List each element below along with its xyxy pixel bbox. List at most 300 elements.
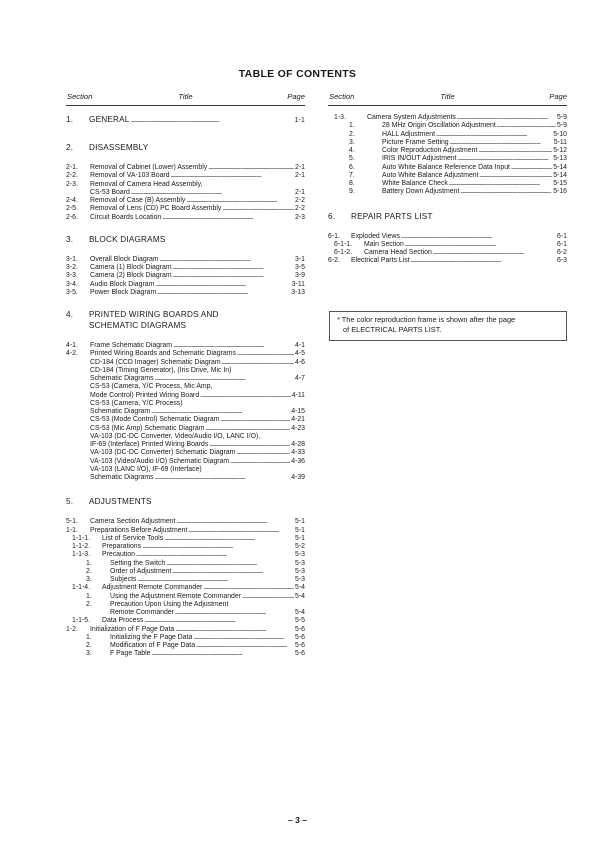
entry-page: 4-1 bbox=[295, 342, 305, 349]
repair-parts-entries bbox=[328, 233, 567, 266]
toc-entry[interactable] bbox=[66, 214, 305, 222]
entry-title: VA-103 (Video/Audio I/O) Schematic Diagram bbox=[90, 457, 230, 465]
dot-leader bbox=[478, 147, 552, 155]
dot-leader bbox=[131, 189, 294, 197]
entry-title: Main Section bbox=[364, 240, 404, 248]
entry-page: 4-28 bbox=[291, 441, 305, 448]
chapter-title: ADJUSTMENTS bbox=[89, 497, 152, 507]
entry-title: CD-184 (CCD Imager) Schematic Diagram bbox=[90, 358, 221, 366]
entry-number: 3. bbox=[86, 650, 92, 658]
toc-entry[interactable] bbox=[66, 527, 305, 535]
toc-entry[interactable] bbox=[66, 350, 305, 358]
dot-leader: . . . . . . . . . . . . . . . . . . . . . . . . . . . . . . . . . . . . . . . . . . . . . . . . . . . . . . . . . . . . . . . . . . . . . . . . . . . . . . . . . . . . . . bbox=[130, 117, 219, 124]
entry-title: Initializing the F Page Data bbox=[110, 633, 193, 641]
entry-title: Order of Adjustment bbox=[110, 567, 172, 575]
chapter-block-diagrams[interactable] bbox=[66, 234, 305, 245]
dot-leader bbox=[157, 289, 290, 297]
entry-page: 2-2 bbox=[295, 197, 305, 204]
entry-page: 4-21 bbox=[291, 416, 305, 424]
entry-title: Camera (2) Block Diagram bbox=[90, 272, 172, 280]
toc-entry[interactable] bbox=[66, 416, 305, 424]
adjustment-entries bbox=[66, 518, 305, 658]
dot-leader bbox=[206, 425, 291, 433]
chapter-general[interactable] bbox=[66, 114, 305, 126]
disassembly-entries bbox=[66, 164, 305, 222]
entry-title: IF-69 (Interface) Printed Wiring Boards bbox=[90, 441, 209, 448]
dot-leader bbox=[196, 642, 294, 650]
entry-title: CS-53 (Camera, Y/C Process) bbox=[90, 399, 183, 407]
entry-title: Power Block Diagram bbox=[90, 288, 157, 296]
toc-entry[interactable] bbox=[328, 233, 567, 241]
entry-title: Preparations Before Adjustment bbox=[90, 526, 188, 534]
dot-leader bbox=[497, 122, 556, 130]
entry-title: HALL Adjustment bbox=[382, 130, 435, 138]
dot-leader bbox=[142, 543, 294, 551]
dot-leader bbox=[151, 408, 290, 416]
entry-page: 4-7 bbox=[295, 375, 305, 382]
toc-entry[interactable] bbox=[66, 342, 305, 350]
toc-entry[interactable] bbox=[328, 241, 567, 249]
dot-leader bbox=[172, 568, 294, 576]
entry-page: 6-2 bbox=[557, 249, 567, 256]
entry-title: Removal of Cabinet (Lower) Assembly bbox=[90, 164, 208, 171]
entry-number: 1-1-1. bbox=[72, 534, 91, 542]
entry-number: 6-1. bbox=[328, 232, 340, 240]
entry-title: Camera Section Adjustment bbox=[90, 518, 176, 526]
entry-title: Remote Commander bbox=[110, 609, 174, 616]
dot-leader bbox=[209, 441, 290, 449]
toc-entry[interactable] bbox=[66, 425, 305, 433]
entry-title: Electrical Parts List bbox=[351, 257, 410, 265]
header-section: Section bbox=[329, 92, 355, 101]
toc-entry[interactable] bbox=[66, 601, 305, 609]
toc-entry[interactable] bbox=[66, 408, 305, 416]
entry-title: Battery Down Adjustment bbox=[382, 188, 460, 196]
dot-leader bbox=[155, 375, 294, 383]
toc-entry[interactable] bbox=[66, 172, 305, 180]
column-header bbox=[328, 92, 567, 106]
toc-entry[interactable] bbox=[66, 400, 305, 408]
entry-page: 5-10 bbox=[553, 130, 567, 138]
chapter-number: 3. bbox=[66, 234, 74, 244]
entry-title: Precaution bbox=[102, 551, 135, 559]
dot-leader bbox=[155, 474, 291, 482]
dot-leader bbox=[449, 180, 552, 188]
dot-leader bbox=[175, 609, 294, 617]
entry-title: Overall Block Diagram bbox=[90, 255, 159, 263]
toc-entry[interactable] bbox=[66, 535, 305, 543]
entry-page: 4-6 bbox=[295, 358, 305, 366]
entry-page: 5-6 bbox=[295, 625, 305, 633]
entry-title: Schematic Diagrams bbox=[90, 375, 154, 382]
entry-number: 1-3. bbox=[334, 114, 346, 121]
chapter-disassembly[interactable] bbox=[66, 142, 305, 153]
entry-page: 4-23 bbox=[291, 424, 305, 432]
dot-leader bbox=[164, 535, 294, 543]
entry-title: CS-53 (Mic Amp) Schematic Diagram bbox=[90, 424, 205, 432]
entry-page: 2-1 bbox=[295, 188, 305, 196]
toc-entry[interactable] bbox=[328, 147, 567, 155]
dot-leader bbox=[242, 593, 294, 601]
entry-page: 3-13 bbox=[291, 288, 305, 296]
entry-page: 4-5 bbox=[295, 350, 305, 358]
entry-number: 2. bbox=[349, 130, 355, 138]
toc-entry[interactable] bbox=[66, 634, 305, 642]
dot-leader bbox=[511, 164, 552, 172]
entry-number: 7. bbox=[349, 171, 355, 179]
entry-page: 5-3 bbox=[295, 551, 305, 559]
entry-title: Mode Control) Printed Wiring Board bbox=[90, 391, 200, 399]
header-section: Section bbox=[67, 92, 93, 101]
entry-page: 5-6 bbox=[295, 650, 305, 658]
toc-entry[interactable] bbox=[328, 172, 567, 180]
entry-number: 6-1-2. bbox=[334, 249, 353, 256]
chapter-repair-parts-list[interactable] bbox=[328, 211, 567, 222]
entry-title: Auto White Balance Reference Data Input bbox=[382, 163, 510, 171]
entry-title: Camera System Adjustments bbox=[367, 114, 456, 121]
entry-page: 6-1 bbox=[557, 240, 567, 248]
toc-entry[interactable] bbox=[66, 518, 305, 526]
entry-page: 3-1 bbox=[295, 255, 305, 263]
entry-number: 6. bbox=[349, 163, 355, 171]
entry-number: 4-2. bbox=[66, 350, 78, 358]
entry-page: 5-6 bbox=[295, 633, 305, 641]
entry-number: 3-5. bbox=[66, 288, 78, 296]
toc-entry[interactable] bbox=[66, 181, 305, 189]
toc-entry[interactable] bbox=[328, 139, 567, 147]
entry-title: Audio Block Diagram bbox=[90, 280, 155, 288]
dot-leader bbox=[457, 114, 556, 122]
toc-entry[interactable] bbox=[66, 375, 305, 383]
dot-leader bbox=[401, 233, 556, 241]
toc-entry[interactable] bbox=[66, 289, 305, 297]
entry-title: Frame Schematic Diagram bbox=[90, 342, 172, 349]
toc-left-column bbox=[66, 92, 305, 659]
column-header bbox=[66, 92, 305, 106]
chapter-title-line2: SCHEMATIC DIAGRAMS bbox=[89, 321, 187, 330]
chapter-title: REPAIR PARTS LIST bbox=[351, 211, 433, 221]
entry-title: Precaution Upon Using the Adjustment bbox=[110, 600, 229, 608]
entry-page: 3-9 bbox=[295, 272, 305, 280]
toc-entry[interactable] bbox=[66, 642, 305, 650]
entry-title: F Page Table bbox=[110, 650, 151, 658]
chapter-number: 1. bbox=[66, 115, 74, 124]
toc-entry[interactable] bbox=[66, 617, 305, 625]
toc-entry[interactable] bbox=[66, 466, 305, 474]
entry-page: 5-3 bbox=[295, 567, 305, 575]
toc-entry[interactable] bbox=[328, 155, 567, 163]
entry-number: 2-6. bbox=[66, 213, 78, 221]
toc-entry[interactable] bbox=[328, 257, 567, 265]
dot-leader bbox=[450, 139, 553, 147]
entry-page: 5-9 bbox=[557, 114, 567, 121]
entry-page: 5-16 bbox=[553, 188, 567, 196]
toc-entry[interactable] bbox=[66, 458, 305, 466]
entry-number: 6-2. bbox=[328, 257, 340, 265]
entry-page: 5-6 bbox=[295, 642, 305, 649]
entry-page: 5-14 bbox=[553, 171, 567, 179]
entry-number: 3. bbox=[349, 138, 355, 146]
dot-leader bbox=[222, 359, 294, 367]
dot-leader bbox=[460, 188, 552, 196]
entry-title: Initialization of F Page Data bbox=[90, 625, 175, 633]
toc-entry[interactable] bbox=[66, 593, 305, 601]
entry-number: 3-1. bbox=[66, 255, 78, 263]
toc-entry[interactable] bbox=[66, 359, 305, 367]
dot-leader bbox=[193, 634, 294, 642]
chapter-number: 4. bbox=[66, 310, 74, 319]
entry-page: 5-4 bbox=[295, 609, 305, 616]
entry-number: 1-1-2. bbox=[72, 543, 91, 550]
entry-title: CS-53 (Mode Control) Schematic Diagram bbox=[90, 416, 220, 424]
toc-entry[interactable] bbox=[66, 609, 305, 617]
entry-number: 2. bbox=[86, 567, 92, 575]
entry-title: Removal of Lens (CD) PC Board Assembly bbox=[90, 205, 222, 213]
entry-title: Circuit Boards Location bbox=[90, 213, 162, 221]
entry-title: Schematic Diagrams bbox=[90, 474, 154, 481]
dot-leader bbox=[200, 392, 291, 400]
entry-number: 4-1. bbox=[66, 342, 78, 349]
toc-entry[interactable] bbox=[66, 568, 305, 576]
entry-number: 1-1-4. bbox=[72, 584, 91, 592]
dot-leader bbox=[236, 449, 290, 457]
entry-page: 5-4 bbox=[295, 592, 305, 600]
entry-page: 5-14 bbox=[553, 163, 567, 171]
entry-number: 8. bbox=[349, 180, 355, 187]
dot-leader bbox=[230, 458, 290, 466]
entry-page: 4-39 bbox=[291, 474, 305, 481]
chapter-adjustments[interactable] bbox=[66, 496, 305, 507]
page-title: TABLE OF CONTENTS bbox=[238, 68, 357, 80]
entry-title: Printed Wiring Boards and Schematic Diagrams bbox=[90, 350, 236, 358]
toc-entry[interactable] bbox=[328, 114, 567, 122]
entry-number: 2-4. bbox=[66, 197, 78, 204]
entry-title: Picture Frame Setting bbox=[382, 138, 449, 146]
dot-leader bbox=[188, 527, 294, 535]
entry-number: 1. bbox=[349, 122, 355, 130]
entry-title: Exploded Views bbox=[351, 232, 400, 240]
entry-page: 5-1 bbox=[295, 518, 305, 526]
note-line-2: of ELECTRICAL PARTS LIST. bbox=[343, 324, 442, 334]
entry-title: Preparations bbox=[102, 543, 142, 550]
header-title: Title bbox=[440, 92, 455, 101]
toc-entry[interactable] bbox=[66, 441, 305, 449]
entry-number: 2-1. bbox=[66, 164, 78, 171]
toc-entry[interactable] bbox=[66, 189, 305, 197]
toc-entry[interactable] bbox=[328, 164, 567, 172]
entry-number: 4. bbox=[349, 147, 355, 154]
entry-title: White Balance Check bbox=[382, 180, 448, 187]
entry-title: VA-103 (LANC I/O), IF-69 (Interface) bbox=[90, 465, 202, 473]
toc-entry[interactable] bbox=[66, 449, 305, 457]
page-number: – 3 – bbox=[287, 815, 308, 825]
entry-page: 5-5 bbox=[295, 617, 305, 625]
entry-title: Adjustment Remote Commander bbox=[102, 584, 203, 592]
entry-page: 4-33 bbox=[291, 449, 305, 457]
header-title: Title bbox=[178, 92, 193, 101]
dot-leader bbox=[173, 342, 294, 350]
dot-leader bbox=[208, 164, 294, 172]
entry-title: Data Process bbox=[102, 617, 144, 625]
entry-title: Schematic Diagram bbox=[90, 408, 151, 415]
entry-number: 2-2. bbox=[66, 172, 78, 180]
toc-entry[interactable] bbox=[328, 131, 567, 139]
entry-page: 3-11 bbox=[291, 280, 305, 288]
toc-entry[interactable] bbox=[66, 560, 305, 568]
chapter-printed-wiring-boards[interactable] bbox=[66, 309, 305, 331]
toc-entry[interactable] bbox=[66, 383, 305, 391]
entry-title: Camera Head Section bbox=[364, 249, 432, 256]
entry-title: VA-103 (DC-DC Converter) Schematic Diagram bbox=[90, 449, 236, 457]
entry-title: List of Service Tools bbox=[102, 534, 164, 542]
toc-entry[interactable] bbox=[66, 650, 305, 658]
entry-page: 5-4 bbox=[295, 584, 305, 592]
entry-number: 2-3. bbox=[66, 180, 78, 188]
block-diagram-entries bbox=[66, 256, 305, 297]
entry-title: CS-53 Board bbox=[90, 188, 130, 196]
chapter-page: 1-1 bbox=[294, 117, 305, 124]
chapter-title-line1: PRINTED WIRING BOARDS AND bbox=[89, 310, 219, 319]
dot-leader bbox=[175, 626, 294, 634]
entry-page: 5-12 bbox=[553, 147, 567, 154]
dot-leader bbox=[203, 584, 294, 592]
entry-number: 3. bbox=[86, 576, 92, 583]
entry-number: 1-1. bbox=[66, 526, 78, 534]
entry-number: 1. bbox=[86, 633, 92, 641]
entry-page: 5-3 bbox=[295, 576, 305, 583]
chapter-number: 5. bbox=[66, 497, 74, 507]
dot-leader bbox=[136, 551, 294, 559]
toc-entry[interactable] bbox=[66, 551, 305, 559]
toc-entry[interactable] bbox=[66, 392, 305, 400]
dot-leader bbox=[237, 350, 294, 358]
entry-page: 4-15 bbox=[291, 408, 305, 415]
toc-entry[interactable] bbox=[66, 576, 305, 584]
toc-entry[interactable] bbox=[66, 281, 305, 289]
toc-entry[interactable] bbox=[66, 433, 305, 441]
toc-entry[interactable] bbox=[66, 474, 305, 482]
toc-entry[interactable] bbox=[328, 249, 567, 257]
entry-page: 5-1 bbox=[295, 526, 305, 534]
dot-leader bbox=[411, 257, 556, 265]
dot-leader bbox=[155, 281, 290, 289]
chapter-title: DISASSEMBLY bbox=[89, 143, 149, 152]
toc-entry[interactable] bbox=[66, 367, 305, 375]
header-page: Page bbox=[549, 92, 567, 101]
dot-leader bbox=[220, 416, 290, 424]
dot-leader bbox=[436, 131, 552, 139]
entry-number: 1. bbox=[86, 592, 92, 600]
entry-page: 5-1 bbox=[295, 534, 305, 542]
entry-number: 2-5. bbox=[66, 205, 78, 213]
dot-leader bbox=[162, 214, 294, 222]
chapter-number: 6. bbox=[328, 211, 336, 221]
toc-entry[interactable] bbox=[66, 272, 305, 280]
note-line-1: * The color reproduction frame is shown after the page bbox=[337, 315, 516, 324]
toc-entry[interactable] bbox=[66, 164, 305, 172]
header-page: Page bbox=[287, 92, 305, 101]
dot-leader bbox=[173, 272, 294, 280]
dot-leader bbox=[176, 518, 294, 526]
entry-number: 5-1. bbox=[66, 518, 78, 526]
entry-number: 5. bbox=[349, 155, 355, 163]
entry-page: 5-2 bbox=[295, 543, 305, 550]
toc-entry[interactable] bbox=[66, 205, 305, 213]
toc-right-column bbox=[328, 92, 567, 266]
entry-page: 2-3 bbox=[295, 213, 305, 221]
entry-page: 5-13 bbox=[553, 155, 567, 163]
entry-title: VA-103 (DC-DC Converter, Video/Audio I/O, LANC I/O), bbox=[90, 432, 261, 440]
entry-number: 3-4. bbox=[66, 280, 78, 288]
chapter-title bbox=[89, 309, 305, 331]
dot-leader bbox=[433, 249, 556, 257]
entry-page: 5-11 bbox=[553, 138, 567, 146]
entry-number: 1. bbox=[86, 559, 92, 567]
entry-number: 6-1-1. bbox=[334, 240, 353, 248]
entry-number: 1-1-5. bbox=[72, 617, 91, 625]
dot-leader bbox=[186, 197, 294, 205]
entry-title: CD-184 (Timing Generator), (Iris Drive, Mic In) bbox=[90, 366, 232, 374]
entry-title: Modification of F Page Data bbox=[110, 642, 196, 649]
toc-entry[interactable] bbox=[66, 256, 305, 264]
camera-system-entries bbox=[328, 114, 567, 197]
toc-entry[interactable] bbox=[328, 122, 567, 130]
toc-entry[interactable] bbox=[328, 188, 567, 196]
dot-leader bbox=[144, 617, 294, 625]
toc-entry[interactable] bbox=[66, 197, 305, 205]
dot-leader bbox=[458, 155, 553, 163]
toc-entry[interactable] bbox=[66, 543, 305, 551]
dot-leader bbox=[160, 256, 294, 264]
entry-title: Removal of Case (B) Assembly bbox=[90, 197, 186, 204]
chapter-number: 2. bbox=[66, 143, 74, 152]
entry-title: CS-53 (Camera, Y/C Process, Mic Amp, bbox=[90, 383, 213, 391]
entry-title: Using the Adjustment Remote Commander bbox=[110, 592, 241, 600]
entry-number: 3-2. bbox=[66, 264, 78, 271]
wiring-board-entries bbox=[66, 342, 305, 482]
entry-number: 1-1-3. bbox=[72, 551, 91, 559]
entry-number: 3-3. bbox=[66, 272, 78, 280]
entry-page: 6-3 bbox=[557, 257, 567, 265]
dot-leader bbox=[171, 172, 294, 180]
entry-number: 2. bbox=[86, 600, 92, 608]
entry-page: 2-2 bbox=[295, 205, 305, 213]
toc-entry[interactable] bbox=[66, 626, 305, 634]
entry-title: IRIS IN/OUT Adjustment bbox=[382, 155, 457, 163]
dot-leader bbox=[151, 650, 294, 658]
entry-title: Setting the Switch bbox=[110, 559, 166, 567]
entry-title: Color Reproduction Adjustment bbox=[382, 147, 478, 154]
toc-entry[interactable] bbox=[66, 584, 305, 592]
entry-page: 4-36 bbox=[291, 457, 305, 465]
entry-number: 9. bbox=[349, 188, 355, 196]
entry-number: 1-2. bbox=[66, 625, 78, 633]
chapter-title: GENERAL bbox=[89, 115, 130, 124]
entry-title: Removal of Camera Head Assembly, bbox=[90, 180, 203, 188]
color-reproduction-note bbox=[329, 311, 567, 341]
entry-title: 28 MHz Origin Oscillation Adjustment bbox=[382, 122, 496, 130]
entry-page: 6-1 bbox=[557, 232, 567, 240]
dot-leader bbox=[166, 560, 294, 568]
entry-page: 3-5 bbox=[295, 264, 305, 271]
entry-page: 2-1 bbox=[295, 172, 305, 180]
entry-number: 2. bbox=[86, 642, 92, 649]
entry-page: 5-15 bbox=[553, 180, 567, 187]
toc-entry[interactable] bbox=[66, 264, 305, 272]
entry-page: 4-11 bbox=[291, 391, 305, 399]
dot-leader bbox=[137, 576, 294, 584]
toc-entry[interactable] bbox=[328, 180, 567, 188]
